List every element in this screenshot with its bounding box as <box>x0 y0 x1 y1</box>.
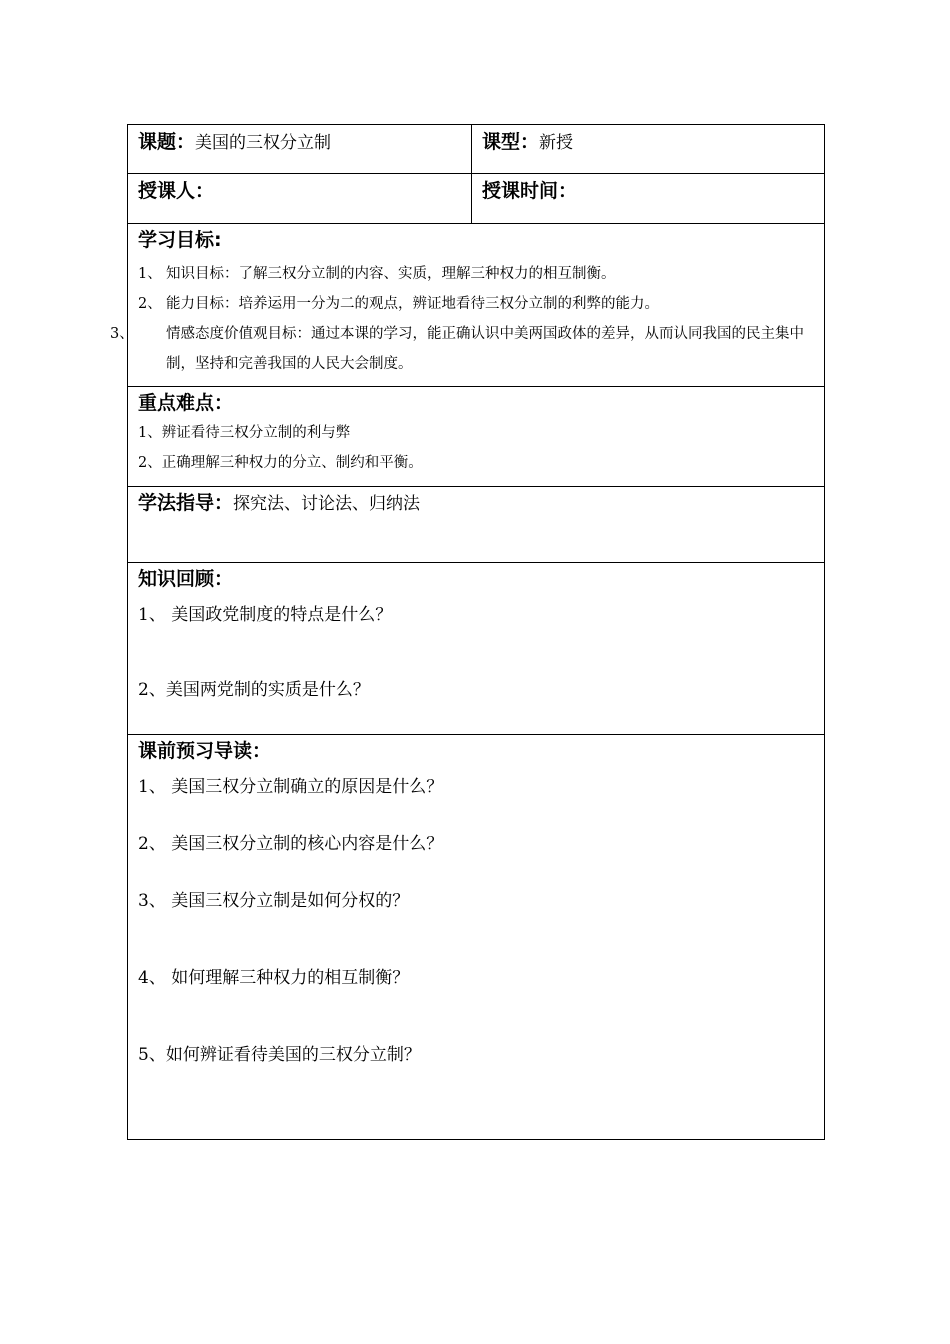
preview-item: 3、 美国三权分立制是如何分权的？ <box>138 891 410 911</box>
row-keypoints <box>128 387 824 487</box>
objective-item: 3、 情感态度价值观目标：通过本课的学习，能正确认识中美两国政体的差异，从而认同我国的民主集中制，坚持和完善我国的人民大会制度。 <box>110 326 804 372</box>
lesson-plan-table <box>110 124 825 1140</box>
review-title: 知识回顾： <box>138 568 234 590</box>
topic-value: 美国的三权分立制 <box>195 133 332 153</box>
keypoint-item: 1、辨证看待三权分立制的利与弊 <box>138 425 351 441</box>
method-title: 学法指导： <box>138 492 234 514</box>
time-cell <box>472 174 824 223</box>
type-value: 新授 <box>539 133 574 153</box>
row-preview <box>128 735 824 1139</box>
preview-list <box>128 772 824 1065</box>
row-objectives <box>110 224 824 387</box>
row-topic <box>128 125 824 174</box>
review-item: 1、 美国政党制度的特点是什么？ <box>138 605 393 625</box>
type-cell <box>472 125 824 173</box>
topic-cell <box>128 125 472 173</box>
keypoints-title: 重点难点： <box>138 392 234 414</box>
row-teacher <box>128 174 824 224</box>
time-label: 授课时间： <box>482 180 578 202</box>
preview-title-line <box>128 735 824 766</box>
preview-item: 1、 美国三权分立制确立的原因是什么？ <box>138 777 444 797</box>
topic-label: 课题： <box>138 131 196 153</box>
objective-item: 1、 知识目标：了解三权分立制的内容、实质，理解三种权力的相互制衡。 <box>138 266 616 282</box>
review-title-line <box>128 563 824 594</box>
objective-item: 2、 能力目标：培养运用一分为二的观点，辨证地看待三权分立制的利弊的能力。 <box>138 296 659 312</box>
type-label: 课型： <box>482 131 540 153</box>
objectives-list <box>110 259 824 379</box>
method-line <box>128 487 824 518</box>
preview-item: 2、 美国三权分立制的核心内容是什么？ <box>138 834 444 854</box>
objectives-title-line <box>128 224 824 255</box>
review-list <box>128 600 824 700</box>
objectives-title: 学习目标: <box>138 229 222 251</box>
teacher-label: 授课人： <box>138 180 215 202</box>
preview-title: 课前预习导读： <box>138 740 272 762</box>
keypoints-title-line <box>128 387 824 418</box>
teacher-cell <box>128 174 472 223</box>
method-value: 探究法、讨论法、归纳法 <box>233 494 421 514</box>
keypoints-list <box>128 418 824 478</box>
preview-item: 5、如何辨证看待美国的三权分立制？ <box>138 1045 421 1065</box>
row-review <box>128 563 824 735</box>
keypoint-item: 2、正确理解三种权力的分立、制约和平衡。 <box>138 455 423 471</box>
row-method <box>128 487 824 563</box>
preview-item: 4、 如何理解三种权力的相互制衡？ <box>138 968 410 988</box>
review-item: 2、美国两党制的实质是什么？ <box>138 680 370 700</box>
